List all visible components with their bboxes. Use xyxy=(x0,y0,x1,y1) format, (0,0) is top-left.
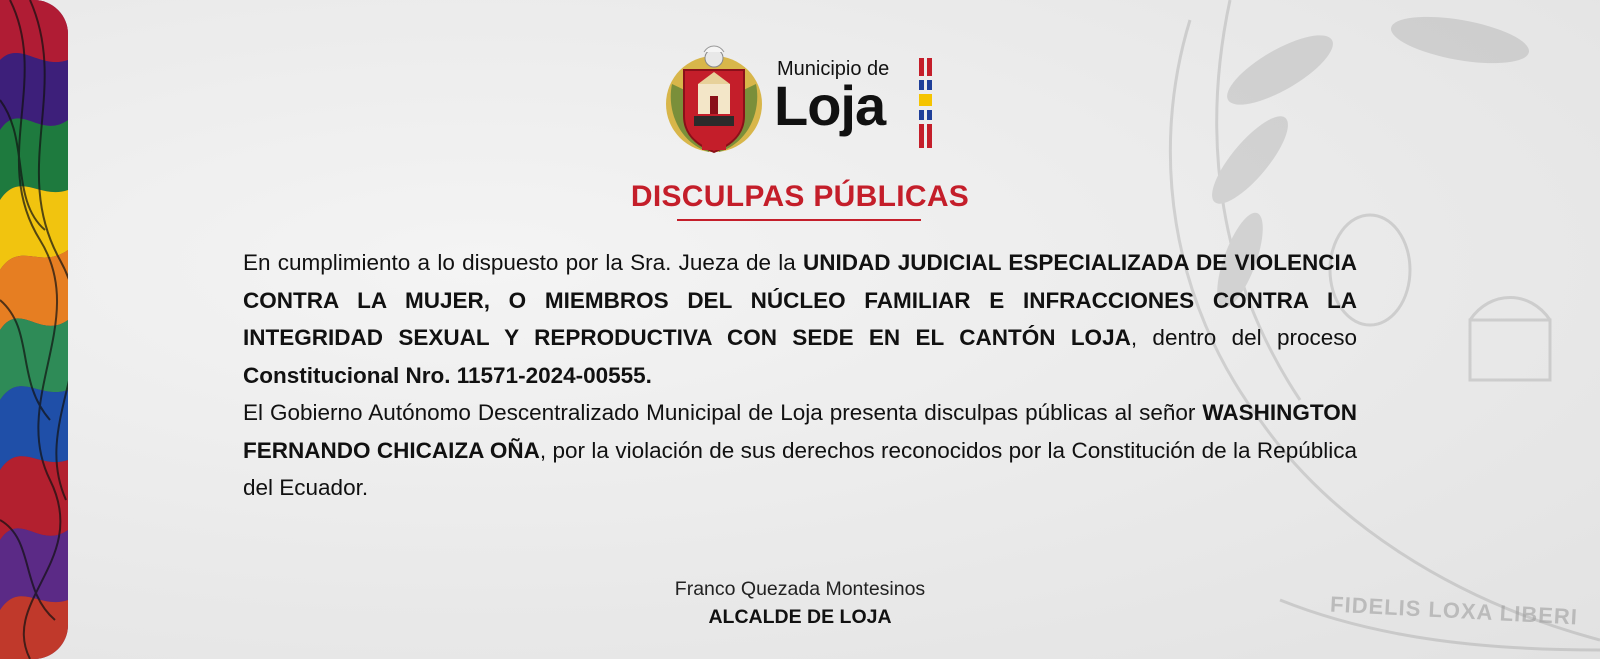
signatory-role: ALCALDE DE LOJA xyxy=(708,606,892,628)
court-name: UNIDAD JUDICIAL ESPECIALIZADA DE VIOLENCIA CONTRA LA MUJER, O MIEMBROS DEL NÚCLEO FAMILIAR E INFRACCIONES CONTRA LA INTEGRIDAD SEXUAL Y REPRODUCTIVA CON SEDE EN EL CANTÓN LOJA xyxy=(243,250,1357,350)
flag-bars-icon xyxy=(919,58,933,148)
title-underline xyxy=(677,219,921,221)
body-intro-text: En cumplimiento a lo dispuesto por la Sra. Jueza de la xyxy=(243,250,803,275)
municipio-label: Municipio de xyxy=(777,58,890,80)
municipio-logo xyxy=(664,44,944,156)
case-number: Constitucional Nro. 11571-2024-00555. xyxy=(243,362,652,388)
body-process-text: , dentro del proceso xyxy=(1130,325,1357,350)
city-name: Loja xyxy=(774,74,886,137)
body-rights-text: , por la violación de sus derechos reconocidos por la Constitución de la República del Ecuador. xyxy=(243,437,1357,500)
signatory-name: Franco Quezada Montesinos xyxy=(674,578,926,600)
person-name: WASHINGTON FERNANDO CHICAIZA OÑA xyxy=(243,400,1357,463)
page-title: DISCULPAS PÚBLICAS xyxy=(630,180,970,213)
decorative-color-stripe xyxy=(0,0,68,659)
announcement-body xyxy=(243,244,1357,507)
body-apology-text: El Gobierno Autónomo Descentralizado Municipal de Loja presenta disculpas públicas al señor xyxy=(243,400,1203,425)
watermark-motto: FIDELIS LOXA LIBERI xyxy=(1329,591,1579,630)
coat-of-arms-icon xyxy=(664,44,764,156)
